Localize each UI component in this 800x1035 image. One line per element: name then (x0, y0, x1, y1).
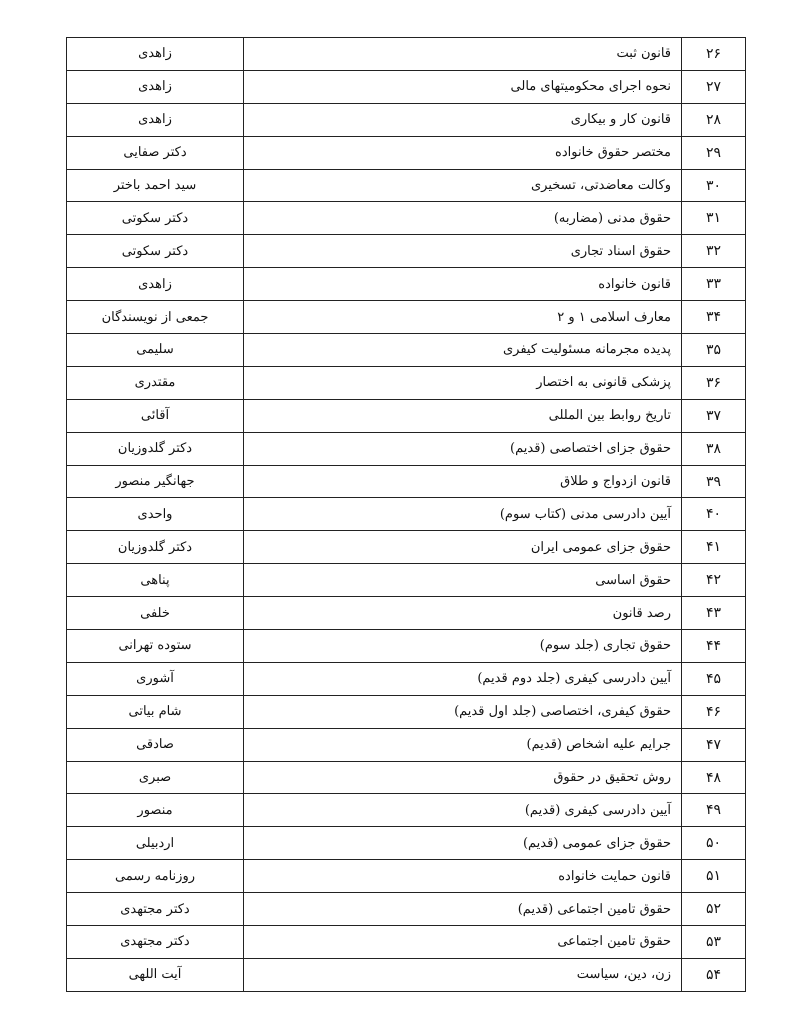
table-row (67, 103, 746, 136)
table-row (67, 695, 746, 728)
book-author: زاهدی (67, 38, 244, 71)
row-number: ۵۰ (682, 827, 746, 860)
book-author: خلفی (67, 597, 244, 630)
table-row (67, 531, 746, 564)
table-row (67, 38, 746, 71)
book-author: سید احمد باختر (67, 169, 244, 202)
book-title: حقوق اسناد تجاری (244, 235, 682, 268)
book-author: دکتر گلدوزیان (67, 432, 244, 465)
book-title: پزشکی قانونی به اختصار (244, 366, 682, 399)
table-row (67, 235, 746, 268)
row-number: ۳۴ (682, 301, 746, 334)
row-number: ۴۲ (682, 564, 746, 597)
row-number: ۳۹ (682, 465, 746, 498)
row-number: ۳۱ (682, 202, 746, 235)
book-title: حقوق جزای عمومی ایران (244, 531, 682, 564)
table-row (67, 268, 746, 301)
table-row (67, 728, 746, 761)
table-row (67, 926, 746, 959)
row-number: ۵۴ (682, 958, 746, 991)
book-list-body (67, 38, 746, 992)
book-title: قانون کار و بیکاری (244, 103, 682, 136)
book-author: دکتر مجتهدی (67, 926, 244, 959)
table-row (67, 136, 746, 169)
row-number: ۳۵ (682, 334, 746, 367)
row-number: ۲۹ (682, 136, 746, 169)
book-author: روزنامه رسمی (67, 860, 244, 893)
book-title: حقوق تامین اجتماعی (244, 926, 682, 959)
book-title: حقوق مدنی (مضاربه) (244, 202, 682, 235)
book-author: زاهدی (67, 268, 244, 301)
table-row (67, 761, 746, 794)
book-author: آقائی (67, 399, 244, 432)
book-title: حقوق جزای اختصاصی (قدیم) (244, 432, 682, 465)
book-title: روش تحقیق در حقوق (244, 761, 682, 794)
row-number: ۳۶ (682, 366, 746, 399)
row-number: ۴۴ (682, 630, 746, 663)
row-number: ۴۹ (682, 794, 746, 827)
book-author: دکتر صفایی (67, 136, 244, 169)
book-author: دکتر سکوتی (67, 202, 244, 235)
book-title: رصد قانون (244, 597, 682, 630)
book-title: تاریخ روابط بین المللی (244, 399, 682, 432)
row-number: ۴۳ (682, 597, 746, 630)
book-author: دکتر سکوتی (67, 235, 244, 268)
row-number: ۳۳ (682, 268, 746, 301)
row-number: ۵۱ (682, 860, 746, 893)
table-row (67, 334, 746, 367)
book-title: حقوق کیفری، اختصاصی (جلد اول قدیم) (244, 695, 682, 728)
book-author: سلیمی (67, 334, 244, 367)
table-row (67, 169, 746, 202)
book-title: نحوه اجرای محکومیتهای مالی (244, 70, 682, 103)
book-title: پدیده مجرمانه مسئولیت کیفری (244, 334, 682, 367)
book-author: صادقی (67, 728, 244, 761)
table-row (67, 432, 746, 465)
table-row (67, 662, 746, 695)
book-author: منصور (67, 794, 244, 827)
table-row (67, 958, 746, 991)
book-author: اردبیلی (67, 827, 244, 860)
table-row (67, 465, 746, 498)
book-title: زن، دین، سیاست (244, 958, 682, 991)
book-author: جمعی از نویسندگان (67, 301, 244, 334)
row-number: ۳۸ (682, 432, 746, 465)
book-title: آیین دادرسی مدنی (کتاب سوم) (244, 498, 682, 531)
book-title: قانون حمایت خانواده (244, 860, 682, 893)
row-number: ۴۶ (682, 695, 746, 728)
row-number: ۴۵ (682, 662, 746, 695)
book-title: حقوق تجاری (جلد سوم) (244, 630, 682, 663)
table-row (67, 202, 746, 235)
row-number: ۳۷ (682, 399, 746, 432)
book-author: پناهی (67, 564, 244, 597)
book-title: وکالت معاضدتی، تسخیری (244, 169, 682, 202)
row-number: ۲۶ (682, 38, 746, 71)
row-number: ۴۰ (682, 498, 746, 531)
table-row (67, 399, 746, 432)
row-number: ۲۸ (682, 103, 746, 136)
book-author: مقتدری (67, 366, 244, 399)
book-title: قانون ثبت (244, 38, 682, 71)
row-number: ۴۷ (682, 728, 746, 761)
table-row (67, 794, 746, 827)
table-row (67, 630, 746, 663)
table-row (67, 498, 746, 531)
table-row (67, 366, 746, 399)
table-row (67, 564, 746, 597)
book-list-table (66, 37, 746, 992)
table-row (67, 301, 746, 334)
book-author: صبری (67, 761, 244, 794)
book-author: جهانگیر منصور (67, 465, 244, 498)
table-row (67, 70, 746, 103)
book-author: زاهدی (67, 103, 244, 136)
row-number: ۲۷ (682, 70, 746, 103)
book-author: شام بیاتی (67, 695, 244, 728)
book-author: ستوده تهرانی (67, 630, 244, 663)
book-title: قانون ازدواج و طلاق (244, 465, 682, 498)
book-title: آیین دادرسی کیفری (جلد دوم قدیم) (244, 662, 682, 695)
book-title: معارف اسلامی ۱ و ۲ (244, 301, 682, 334)
book-title: حقوق اساسی (244, 564, 682, 597)
book-title: آیین دادرسی کیفری (قدیم) (244, 794, 682, 827)
book-author: آشوری (67, 662, 244, 695)
row-number: ۴۸ (682, 761, 746, 794)
table-row (67, 860, 746, 893)
book-title: حقوق جزای عمومی (قدیم) (244, 827, 682, 860)
table-row (67, 597, 746, 630)
book-author: آیت اللهی (67, 958, 244, 991)
row-number: ۳۲ (682, 235, 746, 268)
table-row (67, 893, 746, 926)
book-author: دکتر مجتهدی (67, 893, 244, 926)
table-row (67, 827, 746, 860)
book-title: جرایم علیه اشخاص (قدیم) (244, 728, 682, 761)
book-author: واحدی (67, 498, 244, 531)
book-title: قانون خانواده (244, 268, 682, 301)
book-author: دکتر گلدوزیان (67, 531, 244, 564)
book-title: مختصر حقوق خانواده (244, 136, 682, 169)
row-number: ۴۱ (682, 531, 746, 564)
row-number: ۵۲ (682, 893, 746, 926)
row-number: ۵۳ (682, 926, 746, 959)
book-author: زاهدی (67, 70, 244, 103)
book-title: حقوق تامین اجتماعی (قدیم) (244, 893, 682, 926)
row-number: ۳۰ (682, 169, 746, 202)
